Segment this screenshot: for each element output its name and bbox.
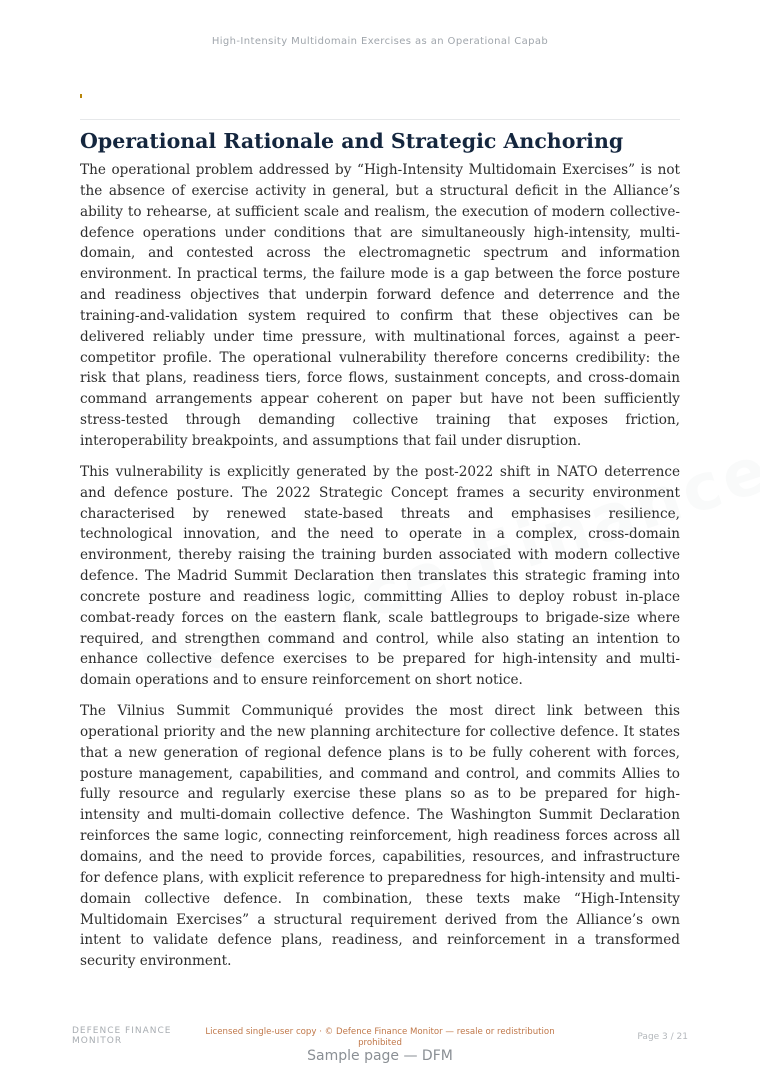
sample-label: Sample page — DFM	[307, 1048, 453, 1064]
footer-license	[200, 1027, 560, 1048]
accent-mark	[80, 94, 82, 98]
header-divider	[80, 119, 680, 120]
paragraph: The Vilnius Summit Communiqué provides the most direct link between this operational priority and the new planning architecture for collective defence. It states that a new generation of regional defence plans is to be fully coherent with forces, posture management, capabilities, and command and control, and commits Allies to fully resource and regularly exercise these plans so as to be prepared for high-intensity and multi-domain collective defence. The Washington Summit Declaration reinforces the same logic, connecting reinforcement, high readiness forces across all domains, and the need to provide forces, capabilities, resources, and infrastructure for defence plans, with explicit reference to preparedness for high-intensity and multi-domain collective defence. In combination, these texts make “High-Intensity Multidomain Exercises” a structural requirement derived from the Alliance’s own intent to validate defence plans, readiness, and reinforcement in a transformed security environment.	[80, 703, 680, 970]
section-title: Operational Rationale and Strategic Anchoring	[80, 129, 624, 153]
paragraph: The operational problem addressed by “High-Intensity Multidomain Exercises” is not the absence of exercise activity in general, but a structural deficit in the Alliance’s ability to rehearse, at sufficient scale and realism, the execution of modern collective-defence operations under conditions that are simultaneously high-intensity, multi-domain, and contested across the electromagnetic spectrum and information environment. In practical terms, the failure mode is a gap between the force posture and readiness objectives that underpin forward defence and deterrence and the training-and-validation system required to confirm that these objectives can be delivered reliably under time pressure, with multinational forces, against a peer-competitor profile. The operational vulnerability therefore concerns credibility: the risk that plans, readiness tiers, force flows, sustainment concepts, and cross-domain command arrangements appear coherent on paper but have not been sufficiently stress-tested through demanding collective training that exposes friction, interoperability breakpoints, and assumptions that fail under disruption.	[80, 162, 680, 449]
footer-publisher	[72, 1026, 171, 1046]
footer-license-line: Licensed single-user copy · © Defence Finance Monitor — resale or redistribution	[205, 1027, 555, 1037]
footer-publisher-line: MONITOR	[72, 1036, 123, 1046]
footer-publisher-line: DEFENCE FINANCE	[72, 1026, 172, 1036]
body-text	[80, 160, 680, 982]
page-number: Page 3 / 21	[637, 1032, 688, 1042]
running-header: High-Intensity Multidomain Exercises as an Operational Capab	[211, 36, 549, 47]
footer-license-line: prohibited	[358, 1037, 402, 1048]
paragraph: This vulnerability is explicitly generated by the post-2022 shift in NATO deterrence and defence posture. The 2022 Strategic Concept frames a security environment characterised by renewed state-based threats and emphasises resilience, technological innovation, and the need to operate in a complex, cross-domain environment, thereby raising the training burden associated with modern collective defence. The Madrid Summit Declaration then translates this strategic framing into concrete posture and readiness logic, committing Allies to deploy robust in-place combat-ready forces on the eastern flank, scale battlegroups to brigade-size where required, and strengthen command and control, while also stating an intention to enhance collective defence exercises to be prepared for high-intensity and multi-domain operations and to ensure reinforcement on short notice.	[80, 463, 680, 689]
